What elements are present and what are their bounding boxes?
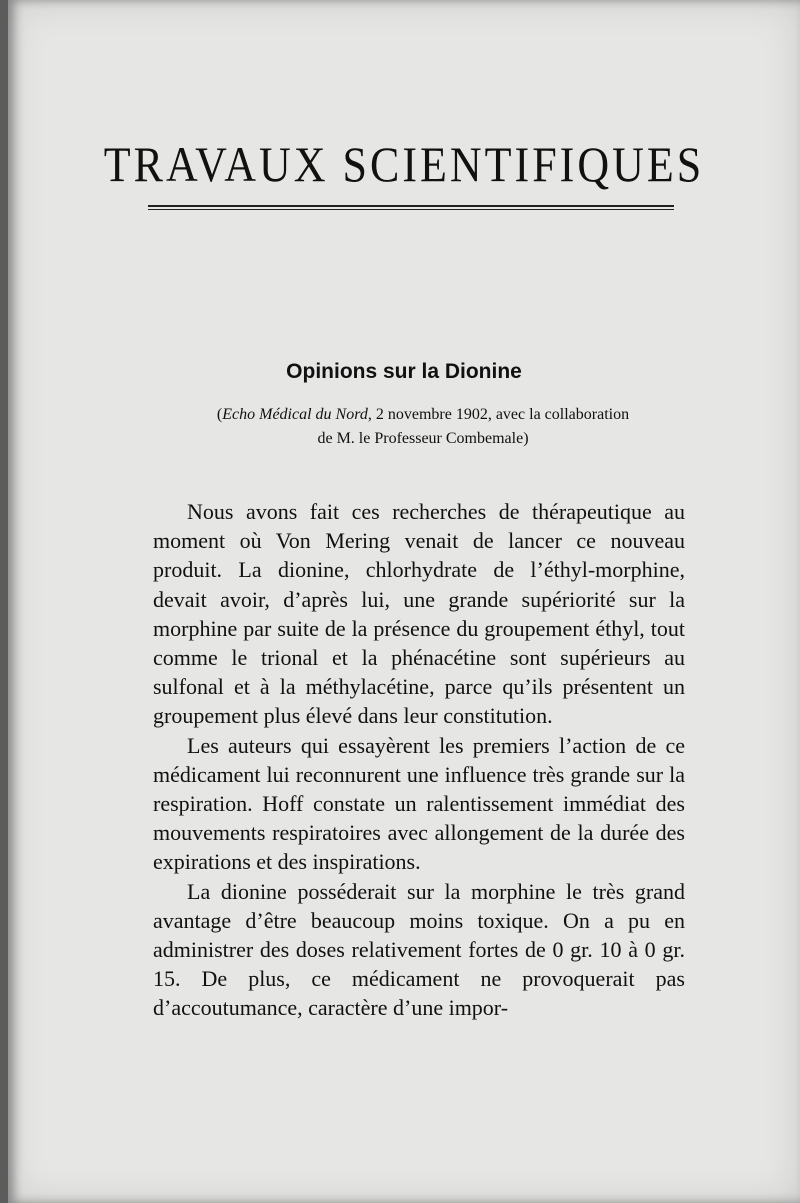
article-body xyxy=(153,497,685,1023)
citation-journal: Echo Médical du Nord xyxy=(222,406,368,423)
article-title: Opinions sur la Dionine xyxy=(286,360,522,383)
section-title: TRAVAUX SCIENTIFIQUES xyxy=(103,136,705,193)
citation xyxy=(163,403,683,451)
paragraph: Les auteurs qui essayèrent les premiers l’action de ce médicament lui reconnurent une influence très grande sur la respiration. Hoff constate un ralentissement immédiat des mouvements respiratoires avec allongement de la durée des expirations et des inspirations. xyxy=(153,732,685,875)
citation-line-2: de M. le Professeur Combemale) xyxy=(317,430,529,447)
paragraph: Nous avons fait ces recherches de thérapeutique au moment où Von Mering venait de lancer ce nouveau produit. La dionine, chlorhydrate de l’éthyl-morphine, devait avoir, d’après lui, une grande supériorité sur la morphine par suite de la présence du groupement éthyl, tout comme le trional et la phénacétine sont supérieurs au sulfonal et à la méthylacétine, parce qu’ils présentent un groupement plus élevé dans leur constitution. xyxy=(153,499,685,729)
document-page xyxy=(8,0,800,1203)
citation-line-1 xyxy=(163,403,683,427)
title-rule xyxy=(148,205,674,210)
paragraph: La dionine posséderait sur la morphine le très grand avantage d’être beaucoup moins toxique. On a pu en administrer des doses relativement fortes de 0 gr. 10 à 0 gr. 15. De plus, ce médicament ne provoquerait pas d’accoutumance, caractère d’une impor- xyxy=(153,878,685,1021)
citation-details: , 2 novembre 1902, avec la collaboration xyxy=(367,406,630,423)
citation-open-paren: ( xyxy=(216,406,223,423)
